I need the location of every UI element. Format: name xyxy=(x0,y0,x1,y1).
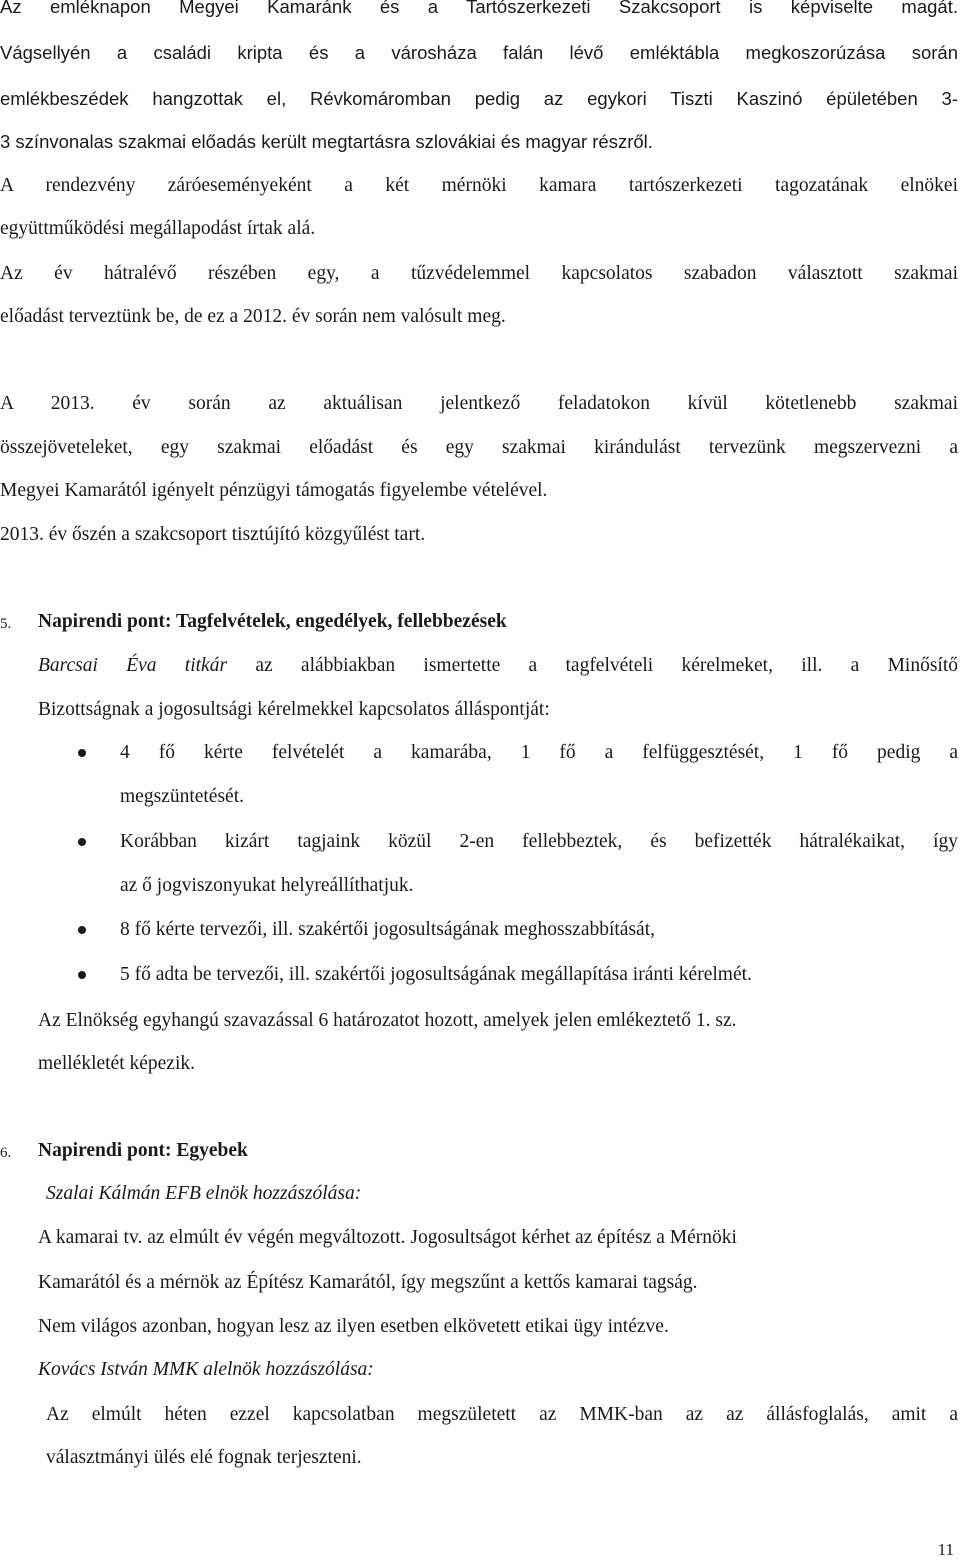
speech-line: Kamarától és a mérnök az Építész Kamarától, így megszűnt a kettős kamarai tagság. xyxy=(38,1272,698,1293)
bullet-item-line: 8 fő kérte tervezői, ill. szakértői jogosultságának meghosszabbítását, xyxy=(120,919,656,940)
bullet-item-line: az ő jogviszonyukat helyreállíthatjuk. xyxy=(120,875,414,896)
speaker-label: Szalai Kálmán EFB elnök hozzászólása: xyxy=(46,1183,362,1204)
closing-line: Az Elnökség egyhangú szavazással 6 határozatot hozott, amelyek jelen emlékeztető 1. sz. xyxy=(38,1010,737,1031)
paragraph-text-line: A rendezvény záróeseményeként a két mérnöki kamara tartószerkezeti tagozatának elnökei xyxy=(0,175,958,196)
speaker-label: Kovács István MMK alelnök hozzászólása: xyxy=(38,1359,374,1380)
paragraph-text-line: 2013. év őszén a szakcsoport tisztújító közgyűlést tart. xyxy=(0,524,426,545)
secretary-name: Barcsai Éva titkár xyxy=(38,655,228,676)
bullet-icon xyxy=(78,838,86,846)
speech-line: A kamarai tv. az elmúlt év végén megváltozott. Jogosultságot kérhet az építész a Mérnöki xyxy=(38,1227,737,1248)
paragraph-text-line: Vágsellyén a családi kripta és a városháza falán lévő emléktábla megkoszorúzása során xyxy=(0,42,958,63)
page-number: 11 xyxy=(937,1540,954,1559)
bullet-item-line: 4 fő kérte felvételét a kamarába, 1 fő a felfüggesztését, 1 fő pedig a xyxy=(120,742,958,763)
speech-line: választmányi ülés elé fognak terjeszteni. xyxy=(46,1447,362,1468)
paragraph-text-line: együttműködési megállapodást írtak alá. xyxy=(0,218,316,239)
speech-line: Nem világos azonban, hogyan lesz az ilyen esetben elkövetett etikai ügy intézve. xyxy=(38,1316,669,1337)
bullet-icon xyxy=(78,971,86,979)
paragraph-text-line: A 2013. év során az aktuálisan jelentkező feladatokon kívül kötetlenebb szakmai xyxy=(0,393,958,414)
paragraph-text-line: Az emléknapon Megyei Kamaránk és a Tartószerkezeti Szakcsoport is képviselte magát. xyxy=(0,0,958,17)
bullet-item-line: 5 fő adta be tervezői, ill. szakértői jogosultságának megállapítása iránti kérelmét. xyxy=(120,964,752,985)
paragraph-text-line: emlékbeszédek hangzottak el, Révkomáromban pedig az egykori Tiszti Kaszinó épületében 3- xyxy=(0,88,958,109)
bullet-item-line: megszüntetését. xyxy=(120,786,244,807)
section-heading: Napirendi pont: Tagfelvételek, engedélyek, fellebbezések xyxy=(38,611,507,632)
speech-line: Az elmúlt héten ezzel kapcsolatban megszületett az MMK-ban az az állásfoglalás, amit a xyxy=(46,1404,958,1425)
bullet-icon xyxy=(78,926,86,934)
paragraph-text-line: összejöveteleket, egy szakmai előadást és egy szakmai kirándulást tervezünk megszervezni a xyxy=(0,437,958,458)
section-intro-line: Bizottságnak a jogosultsági kérelmekkel kapcsolatos álláspontját: xyxy=(38,699,550,720)
paragraph-text-line: 3 színvonalas szakmai előadás került megtartásra szlovákiai és magyar részről. xyxy=(0,131,653,152)
paragraph-text-line: Az év hátralévő részében egy, a tűzvédelemmel kapcsolatos szabadon választott szakmai xyxy=(0,263,958,284)
paragraph-text-line: Megyei Kamarától igényelt pénzügyi támogatás figyelembe vételével. xyxy=(0,480,548,501)
section-number: 5. xyxy=(0,616,12,632)
section-intro-line xyxy=(38,653,958,679)
intro-text: az alábbiakban ismertette a tagfelvételi kérelmeket, ill. a Minősítő xyxy=(227,655,958,676)
bullet-item-line: Korábban kizárt tagjaink közül 2-en fellebbeztek, és befizették hátralékaikat, így xyxy=(120,831,958,852)
bullet-icon xyxy=(78,749,86,757)
section-heading: Napirendi pont: Egyebek xyxy=(38,1140,248,1161)
closing-line: mellékletét képezik. xyxy=(38,1053,196,1074)
section-number: 6. xyxy=(0,1145,12,1161)
paragraph-text-line: előadást terveztünk be, de ez a 2012. év során nem valósult meg. xyxy=(0,306,506,327)
